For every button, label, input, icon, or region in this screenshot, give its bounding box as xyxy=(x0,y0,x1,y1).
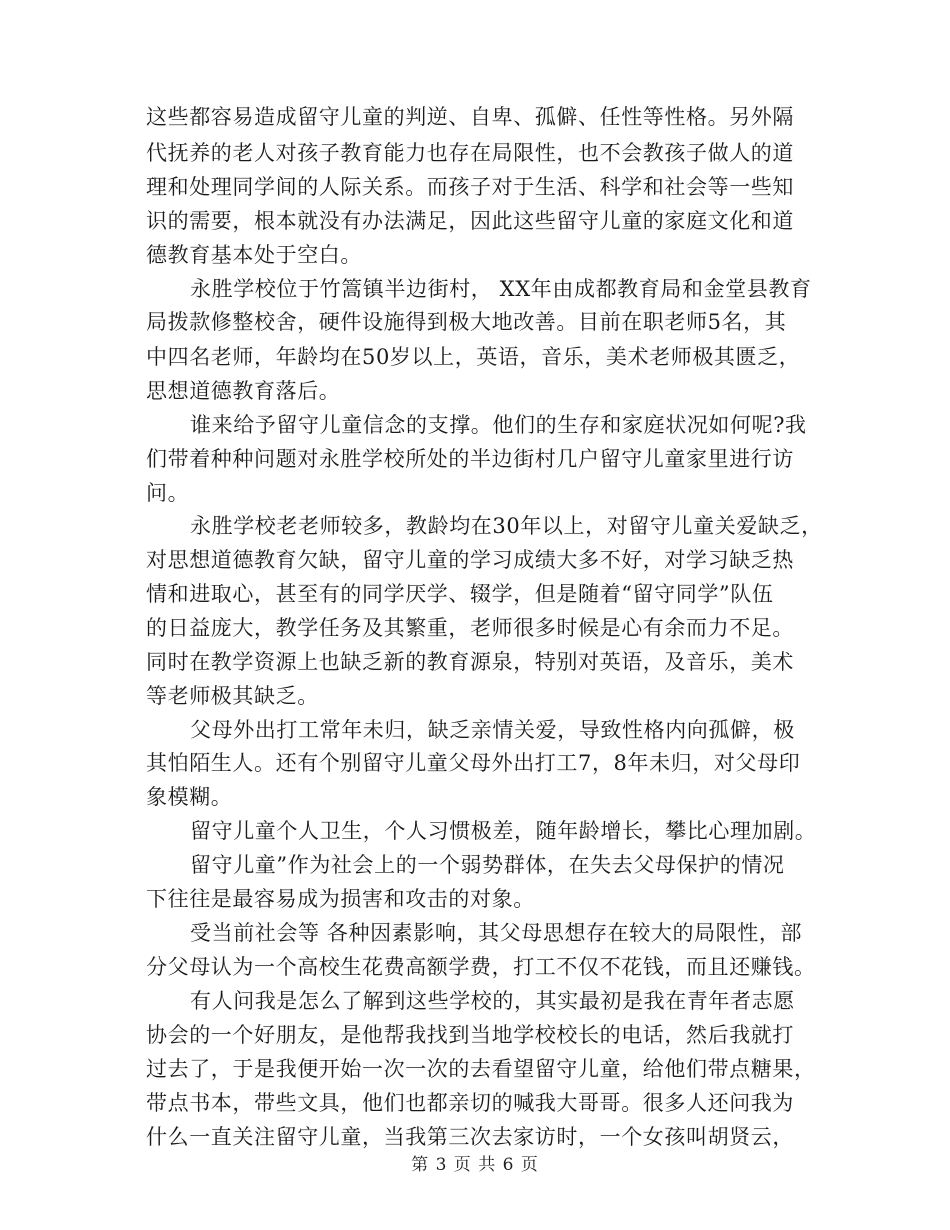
text-line: 谁来给予留守儿童信念的支撑。他们的生存和家庭状况如何呢?我 xyxy=(190,413,807,437)
text-line: 受当前社会等 各种因素影响，其父母思想存在较大的局限性，部 xyxy=(190,921,803,945)
text-line: 留守儿童个人卫生，个人习惯极差，随年龄增长，攀比心理加剧。 xyxy=(190,819,817,843)
text-line: 对思想道德教育欠缺，留守儿童的学习成绩大多不好，对学习缺乏热 xyxy=(146,548,794,572)
text-line: 局拨款修整校舍，硬件设施得到极大地改善。目前在职老师5名，其 xyxy=(146,310,787,334)
text-line: 这些都容易造成留守儿童的判逆、自卑、孤僻、任性等性格。另外隔 xyxy=(146,105,794,129)
text-line: 思想道德教育落后。 xyxy=(146,379,341,403)
text-line: 同时在教学资源上也缺乏新的教育源泉，特别对英语，及音乐，美术 xyxy=(146,650,794,674)
text-line: 们带着种种问题对永胜学校所处的半边街村几户留守儿童家里进行访 xyxy=(146,447,794,471)
text-line: 的日益庞大，教学任务及其繁重，老师很多时候是心有余而力不足。 xyxy=(146,616,794,640)
text-line: 德教育基本处于空白。 xyxy=(146,243,362,267)
text-line: 中四名老师，年龄均在50岁以上，英语，音乐，美术老师极其匮乏， xyxy=(146,345,801,369)
text-line: 分父母认为一个高校生花费高额学费，打工不仅不花钱，而且还赚钱。 xyxy=(146,955,816,979)
text-line: 情和进取心，甚至有的同学厌学、辍学，但是随着“留守同学”队伍 xyxy=(146,582,774,606)
text-line: 其怕陌生人。还有个别留守儿童父母外出打工7，8年未归，对父母印 xyxy=(146,751,801,775)
text-line: 识的需要，根本就没有办法满足，因此这些留守儿童的家庭文化和道 xyxy=(146,209,794,233)
text-line: 带点书本，带些文具，他们也都亲切的喊我大哥哥。很多人还问我为 xyxy=(146,1091,794,1115)
text-line: 永胜学校位于竹篙镇半边街村， XX年由成都教育局和金堂县教育 xyxy=(190,277,812,301)
text-line: 等老师极其缺乏。 xyxy=(146,684,319,708)
text-line: 永胜学校老老师较多，教龄均在30年以上，对留守儿童关爱缺乏， xyxy=(190,514,823,538)
text-line: 下往往是最容易成为损害和攻击的对象。 xyxy=(146,887,535,911)
text-line: 象模糊。 xyxy=(146,785,233,809)
text-line: 问。 xyxy=(146,481,190,505)
text-line: 有人问我是怎么了解到这些学校的，其实最初是我在青年者志愿 xyxy=(190,989,795,1013)
text-line: 留守儿童”作为社会上的一个弱势群体，在失去父母保护的情况 xyxy=(190,853,785,877)
page-footer: 第 3 页 共 6 页 xyxy=(411,1155,539,1175)
text-line: 协会的一个好朋友，是他帮我找到当地学校校长的电话，然后我就打 xyxy=(146,1023,794,1047)
text-line: 过去了，于是我便开始一次一次的去看望留守儿童，给他们带点糖果， xyxy=(146,1057,816,1081)
text-line: 代抚养的老人对孩子教育能力也存在局限性，也不会教孩子做人的道 xyxy=(146,141,794,165)
text-line: 理和处理同学间的人际关系。而孩子对于生活、科学和社会等一些知 xyxy=(146,175,794,199)
text-line: 什么一直关注留守儿童，当我第三次去家访时，一个女孩叫胡贤云， xyxy=(146,1125,794,1149)
text-line: 父母外出打工常年未归，缺乏亲情关爱，导致性格内向孤僻，极 xyxy=(190,718,795,742)
